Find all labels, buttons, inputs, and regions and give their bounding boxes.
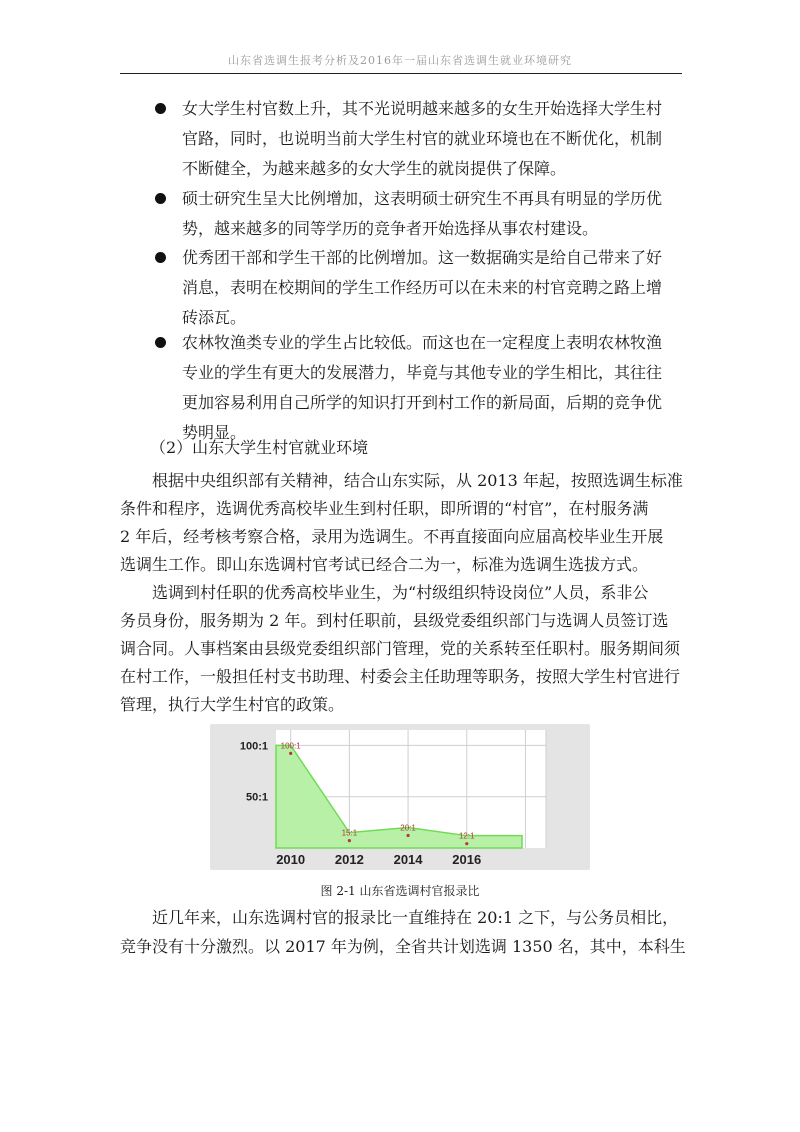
text-line: 选调到村任职的优秀高校毕业生，为“村级组织特设岗位”人员，系非公: [152, 583, 649, 602]
text-line: 势明显。: [182, 423, 247, 442]
bullet-icon: [155, 193, 166, 204]
text-line: 调合同。人事档案由县级党委组织部门管理，党的关系转至任职村。服务期间须: [120, 639, 681, 658]
text-line: 在村工作，一般担任村支书助理、村委会主任助理等职务，按照大学生村官进行: [120, 667, 681, 686]
running-header: 山东省选调生报考分析及2016年一届山东省选调生就业环境研究: [228, 54, 572, 67]
bullet-icon: [155, 252, 166, 263]
bullet-icon: [155, 103, 166, 114]
text-line: 根据中央组织部有关精神，结合山东实际，从 2013 年起，按照选调生标准: [152, 471, 683, 490]
text-line: 务员身份，服务期为 2 年。到村任职前，县级党委组织部门与选调人员签订选: [120, 611, 669, 630]
x-tick-label: 2016: [452, 852, 482, 867]
text-line: 女大学生村官数上升，其不光说明越来越多的女生开始选择大学生村: [182, 99, 663, 118]
bullet-item: [182, 94, 682, 184]
data-point: [465, 842, 468, 845]
bullet-icon: [155, 337, 166, 348]
text-line: 不断健全，为越来越多的女大学生的就岗提供了保障。: [182, 159, 567, 178]
text-line: 近几年来，山东选调村官的报录比一直维持在 20:1 之下，与公务员相比，: [152, 908, 679, 927]
x-tick-label: 2010: [276, 852, 306, 867]
data-label: 12:1: [458, 831, 475, 841]
data-point: [289, 752, 292, 755]
data-point: [348, 839, 351, 842]
x-tick-label: 2014: [393, 852, 423, 867]
text-line: 农林牧渔类专业的学生占比较低。而这也在一定程度上表明农林牧渔: [182, 333, 663, 352]
bullet-item: [182, 328, 682, 448]
text-line: 专业的学生有更大的发展潜力，毕竟与其他专业的学生相比，其往往: [182, 363, 663, 382]
text-line: 更加容易利用自己所学的知识打开到村工作的新局面，后期的竞争优: [182, 393, 663, 412]
text-line: 砖添瓦。: [182, 308, 247, 327]
bullet-item: [182, 184, 682, 244]
header-rule: [120, 73, 682, 74]
text-line: 竞争没有十分激烈。以 2017 年为例，全省共计划选调 1350 名，其中，本科生: [120, 937, 686, 956]
text-line: 选调生工作。即山东选调村官考试已经合二为一，标准为选调生选拔方式。: [120, 555, 649, 574]
figure-caption: 图 2-1 山东省选调村官报录比: [320, 884, 480, 898]
ratio-chart: [210, 724, 590, 870]
y-tick-label: 100:1: [239, 740, 268, 753]
data-point: [406, 834, 409, 837]
text-line: 硕士研究生呈大比例增加，这表明硕士研究生不再具有明显的学历优: [182, 189, 663, 208]
y-tick-label: 50:1: [245, 791, 268, 804]
text-line: 优秀团干部和学生干部的比例增加。这一数据确实是给自己带来了好: [182, 248, 663, 267]
x-tick-label: 2012: [334, 852, 364, 867]
bullet-item: [182, 243, 682, 333]
data-label: 100:1: [280, 741, 301, 751]
data-label: 20:1: [400, 823, 416, 833]
text-line: 官路，同时，也说明当前大学生村官的就业环境也在不断优化，机制: [182, 129, 663, 148]
data-label: 15:1: [341, 828, 358, 838]
text-line: 势，越来越多的同等学历的竞争者开始选择从事农村建设。: [182, 219, 599, 238]
text-line: 2 年后，经考核考察合格，录用为选调生。不再直接面向应届高校毕业生开展: [120, 527, 664, 546]
text-line: 条件和程序，选调优秀高校毕业生到村任职，即所谓的“村官”，在村服务满: [120, 499, 649, 518]
text-line: 消息，表明在校期间的学生工作经历可以在未来的村官竞聘之路上增: [182, 278, 663, 297]
text-line: 管理，执行大学生村官的政策。: [120, 695, 345, 714]
section-heading: （2）山东大学生村官就业环境: [150, 438, 369, 457]
